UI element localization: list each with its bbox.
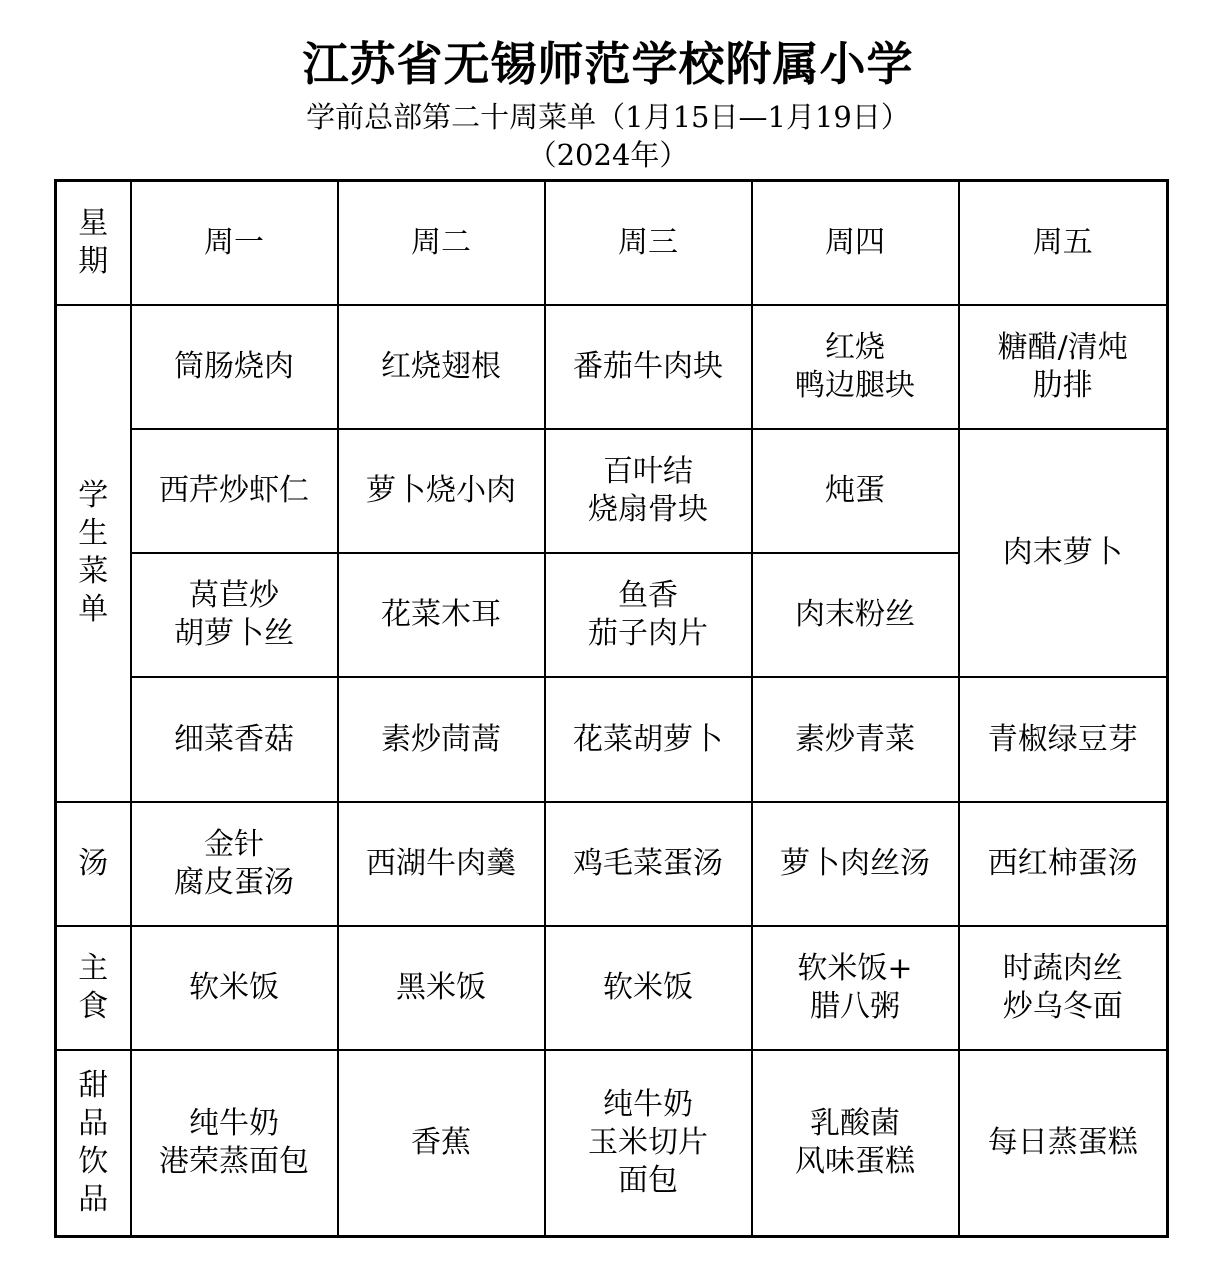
menu-cell: 西芹炒虾仁: [131, 429, 338, 553]
menu-cell: 莴苣炒 胡萝卜丝: [131, 553, 338, 677]
day-header-friday: 周五: [959, 181, 1168, 305]
menu-cell: 细菜香菇: [131, 677, 338, 801]
table-row: [56, 677, 1168, 801]
table-row-staple: [56, 926, 1168, 1050]
menu-cell: 番茄牛肉块: [545, 305, 752, 429]
table-row-soup: [56, 802, 1168, 926]
row-label-student-menu: 学 生 菜 单: [56, 305, 131, 802]
menu-cell: 鱼香 茄子肉片: [545, 553, 752, 677]
menu-cell: 筒肠烧肉: [131, 305, 338, 429]
menu-cell: 红烧翅根: [338, 305, 545, 429]
page-title: 江苏省无锡师范学校附属小学: [302, 37, 914, 91]
menu-cell: 炖蛋: [752, 429, 959, 553]
menu-cell: 西红柿蛋汤: [959, 802, 1168, 926]
menu-cell: 软米饭: [545, 926, 752, 1050]
menu-cell: 香蕉: [338, 1050, 545, 1236]
table-header-row: [56, 181, 1168, 305]
table-row: [56, 305, 1168, 429]
page-year: （2024年）: [527, 138, 689, 172]
day-header-tuesday: 周二: [338, 181, 545, 305]
menu-cell: 萝卜肉丝汤: [752, 802, 959, 926]
menu-cell: 素炒青菜: [752, 677, 959, 801]
day-header-wednesday: 周三: [545, 181, 752, 305]
row-label-staple: 主 食: [56, 926, 131, 1050]
menu-cell: 糖醋/清炖 肋排: [959, 305, 1168, 429]
menu-cell: 金针 腐皮蛋汤: [131, 802, 338, 926]
menu-cell: 青椒绿豆芽: [959, 677, 1168, 801]
menu-cell: 乳酸菌 风味蛋糕: [752, 1050, 959, 1236]
menu-cell-merged: 肉末萝卜: [959, 429, 1168, 677]
row-label-soup: 汤: [56, 802, 131, 926]
menu-cell: 百叶结 烧扇骨块: [545, 429, 752, 553]
menu-cell: 花菜木耳: [338, 553, 545, 677]
menu-cell: 软米饭: [131, 926, 338, 1050]
weekly-menu-table: [54, 179, 1169, 1238]
corner-cell-weekday: 星 期: [56, 181, 131, 305]
table-row-dessert: [56, 1050, 1168, 1236]
row-label-dessert-drink: 甜 品 饮 品: [56, 1050, 131, 1236]
menu-cell: 纯牛奶 玉米切片 面包: [545, 1050, 752, 1236]
menu-cell: 黑米饭: [338, 926, 545, 1050]
day-header-monday: 周一: [131, 181, 338, 305]
menu-cell: 软米饭+ 腊八粥: [752, 926, 959, 1050]
menu-cell: 萝卜烧小肉: [338, 429, 545, 553]
menu-cell: 时蔬肉丝 炒乌冬面: [959, 926, 1168, 1050]
menu-cell: 肉末粉丝: [752, 553, 959, 677]
menu-cell: 花菜胡萝卜: [545, 677, 752, 801]
menu-cell: 西湖牛肉羹: [338, 802, 545, 926]
table-row: [56, 429, 1168, 553]
menu-cell: 每日蒸蛋糕: [959, 1050, 1168, 1236]
menu-cell: 纯牛奶 港荣蒸面包: [131, 1050, 338, 1236]
day-header-thursday: 周四: [752, 181, 959, 305]
menu-cell: 鸡毛菜蛋汤: [545, 802, 752, 926]
menu-cell: 红烧 鸭边腿块: [752, 305, 959, 429]
menu-cell: 素炒茼蒿: [338, 677, 545, 801]
page-subtitle: 学前总部第二十周菜单（1月15日—1月19日）: [306, 100, 910, 134]
